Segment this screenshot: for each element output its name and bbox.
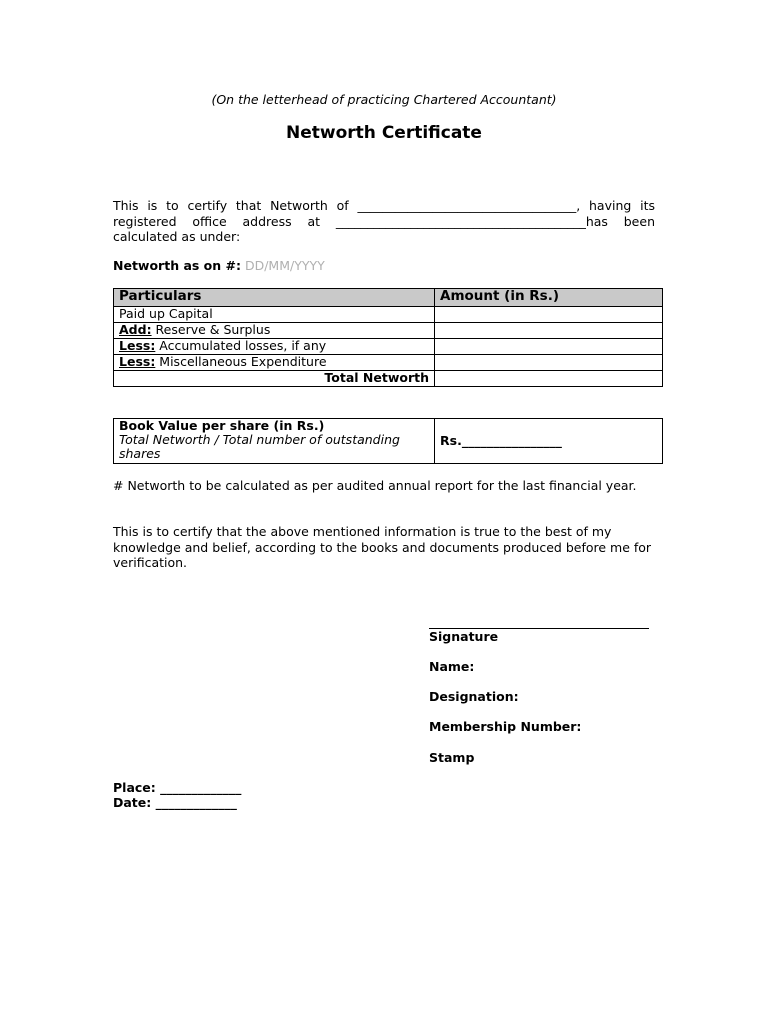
book-value-row <box>114 419 663 464</box>
address-blank: ________________________________________ <box>335 213 586 229</box>
letterhead-note: (On the letterhead of practicing Chartered Accountant) <box>211 92 557 107</box>
footnote: # Networth to be calculated as per audited annual report for the last financial year. <box>113 478 637 493</box>
amount-cell <box>435 355 663 371</box>
membership-number-label: Membership Number: <box>429 719 582 734</box>
amount-cell <box>435 323 663 339</box>
total-amount-cell <box>435 371 663 387</box>
row-text: Reserve & Surplus <box>151 322 271 337</box>
networth-date-line <box>113 258 325 273</box>
date-placeholder: DD/MM/YYYY <box>244 258 325 273</box>
networth-table <box>113 288 663 387</box>
row-label <box>114 323 435 339</box>
amount-cell <box>435 339 663 355</box>
page-title: Networth Certificate <box>286 123 482 143</box>
intro-text-3: has been calculated as under: <box>113 213 655 244</box>
column-header-particulars: Particulars <box>114 289 435 307</box>
certification-paragraph: This is to certify that the above mentioned information is true to the best of my knowledge and belief, according to the books and documents produced before me for verification. <box>113 524 652 570</box>
row-label <box>114 355 435 371</box>
intro-text-1: This is to certify that Networth of <box>113 198 358 213</box>
book-value-table <box>113 418 663 464</box>
row-text: Paid up Capital <box>119 306 213 321</box>
date-field: Date: _____________ <box>113 795 237 810</box>
designation-label: Designation: <box>429 689 519 704</box>
column-header-amount: Amount (in Rs.) <box>435 289 663 307</box>
book-value-formula: Total Networth / Total number of outstanding shares <box>119 432 400 461</box>
table-header-row <box>114 289 663 307</box>
row-prefix: Less: <box>119 338 156 353</box>
row-prefix: Add: <box>119 322 152 337</box>
row-label <box>114 307 435 323</box>
table-row <box>114 339 663 355</box>
networth-date-label: Networth as on #: <box>113 258 241 273</box>
place-field: Place: _____________ <box>113 780 242 795</box>
row-label <box>114 339 435 355</box>
stamp-label: Stamp <box>429 750 475 765</box>
table-row <box>114 355 663 371</box>
company-name-blank: ___________________________________ <box>357 198 577 213</box>
table-row <box>114 307 663 323</box>
book-value-label-cell <box>114 419 435 464</box>
row-text: Accumulated losses, if any <box>155 338 327 353</box>
table-row <box>114 323 663 339</box>
total-label: Total Networth <box>114 371 435 387</box>
signature-label: Signature <box>429 629 499 644</box>
signature-line <box>429 616 649 629</box>
row-text: Miscellaneous Expenditure <box>155 354 327 369</box>
book-value-label: Book Value per share (in Rs.) <box>119 418 325 433</box>
intro-text-2: , having its registered office address at <box>113 198 655 229</box>
amount-cell <box>435 307 663 323</box>
name-label: Name: <box>429 659 475 674</box>
row-prefix: Less: <box>119 354 156 369</box>
total-row <box>114 371 663 387</box>
book-value-amount: Rs.________________ <box>435 419 663 464</box>
intro-paragraph <box>113 198 655 245</box>
